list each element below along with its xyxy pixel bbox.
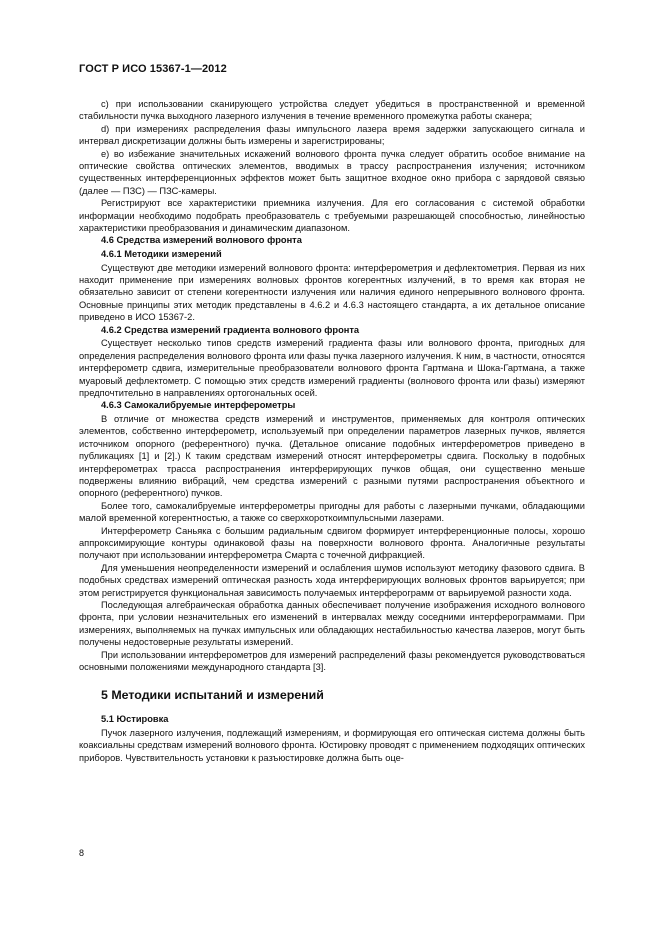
section-4-6-1-heading: 4.6.1 Методики измерений — [101, 249, 222, 260]
section-4-6-heading: 4.6 Средства измерений волнового фронта — [101, 235, 302, 246]
register-paragraph: Регистрируют все характеристики приемника излучения. Для его согласования с системой обработки информации необходимо подобрать преобразователь с требуемыми разрешающей способностью, линейностью характеристики преобразования и динамическим диапазоном. — [79, 198, 585, 234]
section-4-6-3-heading: 4.6.3 Самокалибруемые интерферометры — [101, 400, 296, 411]
section-5-1-paragraph: Пучок лазерного излучения, подлежащий измерениям, и формирующая его оптическая система должны быть коаксиальны средствам измерений волнового фронта. Юстировку проводят с применением подходящих оптических приборов. Чувствительность установки к разъюстировке должна быть оце- — [79, 728, 585, 763]
section-4-6-3-paragraph-6: При использовании интерферометров для измерений распределений фазы рекомендуется руководствоваться основными положениями международного стандарта [3]. — [79, 649, 585, 673]
page-number: 8 — [79, 848, 85, 858]
list-item-d: d) при измерениях распределения фазы импульсного лазера время задержки запускающего сигнала и интервал дискретизации должны быть измерены и зарегистрированы; — [79, 123, 585, 147]
section-5-1-heading: 5.1 Юстировка — [101, 714, 169, 725]
section-4-6-1-paragraph: Существуют две методики измерений волнового фронта: интерферометрия и дефлектометрия. Первая из них находит применение при измерениях волновых фронтов когерентных излучений, в то время как вторая не обязательно зависит от степени когерентности излучения или наличия единого непрерывного волнового фронта. Основные принципы этих методик представлены в 4.6.2 и 4.6.3 настоящего стандарта, а их детальное описание приведено в ИСО 15367-2. — [79, 262, 585, 323]
section-4-6-3-paragraph-3: Интерферометр Саньяка с большим радиальным сдвигом формирует интерференционные полосы, хорошо аппроксимирующие контуры одинаковой фазы на поверхности волнового фронта. Аналогичные результаты получают при использовании интерферометра Смарта с точечной дифракцией. — [79, 525, 585, 561]
list-item-e: e) во избежание значительных искажений волнового фронта пучка следует обратить особое внимание на оптические свойства оптических элементов, вводимых в трассу распространения излучения; источником существенных интерференционных эффектов может быть защитное входное окно прибора с зарядовой связью (далее — ПЗС) — ПЗС-камеры. — [79, 148, 585, 196]
section-4-6-3-paragraph-4: Для уменьшения неопределенности измерений и ослабления шумов используют методику фазового сдвига. В подобных средствах измерений оптическая разность хода интерферирующих волновых фронтов варьируется; при этом регистрируется функциональная зависимость получаемых интерферограмм от варьируемой разности хода. — [79, 562, 585, 598]
list-item-c: c) при использовании сканирующего устройства следует убедиться в пространственной и временной стабильности пучка выходного лазерного излучения в течение временного промежутка работы сканера; — [79, 99, 585, 122]
section-4-6-2-heading: 4.6.2 Средства измерений градиента волнового фронта — [101, 324, 360, 335]
section-4-6-3-paragraph-1: В отличие от множества средств измерений и инструментов, применяемых для контроля оптических элементов, собственно интерферометр, используемый при определении параметров лазерных пучков, является источником опорного (референтного) пучка. (Детальное описание подобных интерферометров приведено в публикациях [1] и [2].) К таким средствам измерений относят интерферометры сдвига. Поскольку в подобных интерферометрах трасса распространения интерферирующих пучков общая, они существенно меньше подвержены влиянию вибраций, чем средства измерений с разными путями распространения объектного и опорного (референтного) пучков. — [79, 413, 585, 499]
page-content — [79, 98, 585, 764]
section-4-6-3-paragraph-5: Последующая алгебраическая обработка данных обеспечивает получение изображения исходного волнового фронта, при условии незначительных его изменений в интервалах между соседними интерферограммами. При измерениях, выполняемых на пучках импульсных или обладающих нестабильностью качества лазеров, могут быть получены недостоверные результаты измерений. — [79, 600, 585, 648]
section-5-heading: 5 Методики испытаний и измерений — [101, 688, 324, 703]
document-header: ГОСТ Р ИСО 15367-1—2012 — [79, 63, 227, 75]
section-4-6-2-paragraph: Существует несколько типов средств измерений градиента фазы или волнового фронта, пригодных для определения распределения волнового фронта или фазы пучка лазерного излучения. К ним, в частности, относятся интерферометр сдвига, измерительные преобразователи волнового фронта Гартмана и Шока-Гартмана, а также муаровый дефлектометр. С помощью этих средств измерений градиенты (волнового фронта или фазы) измеряют предпочтительно в направлениях ортогональных осей. — [79, 338, 585, 398]
section-4-6-3-paragraph-2: Более того, самокалибруемые интерферометры пригодны для работы с лазерными пучками, обладающими малой временной когерентностью, а также со сверхкороткоимпульсными лазерами. — [79, 500, 585, 524]
